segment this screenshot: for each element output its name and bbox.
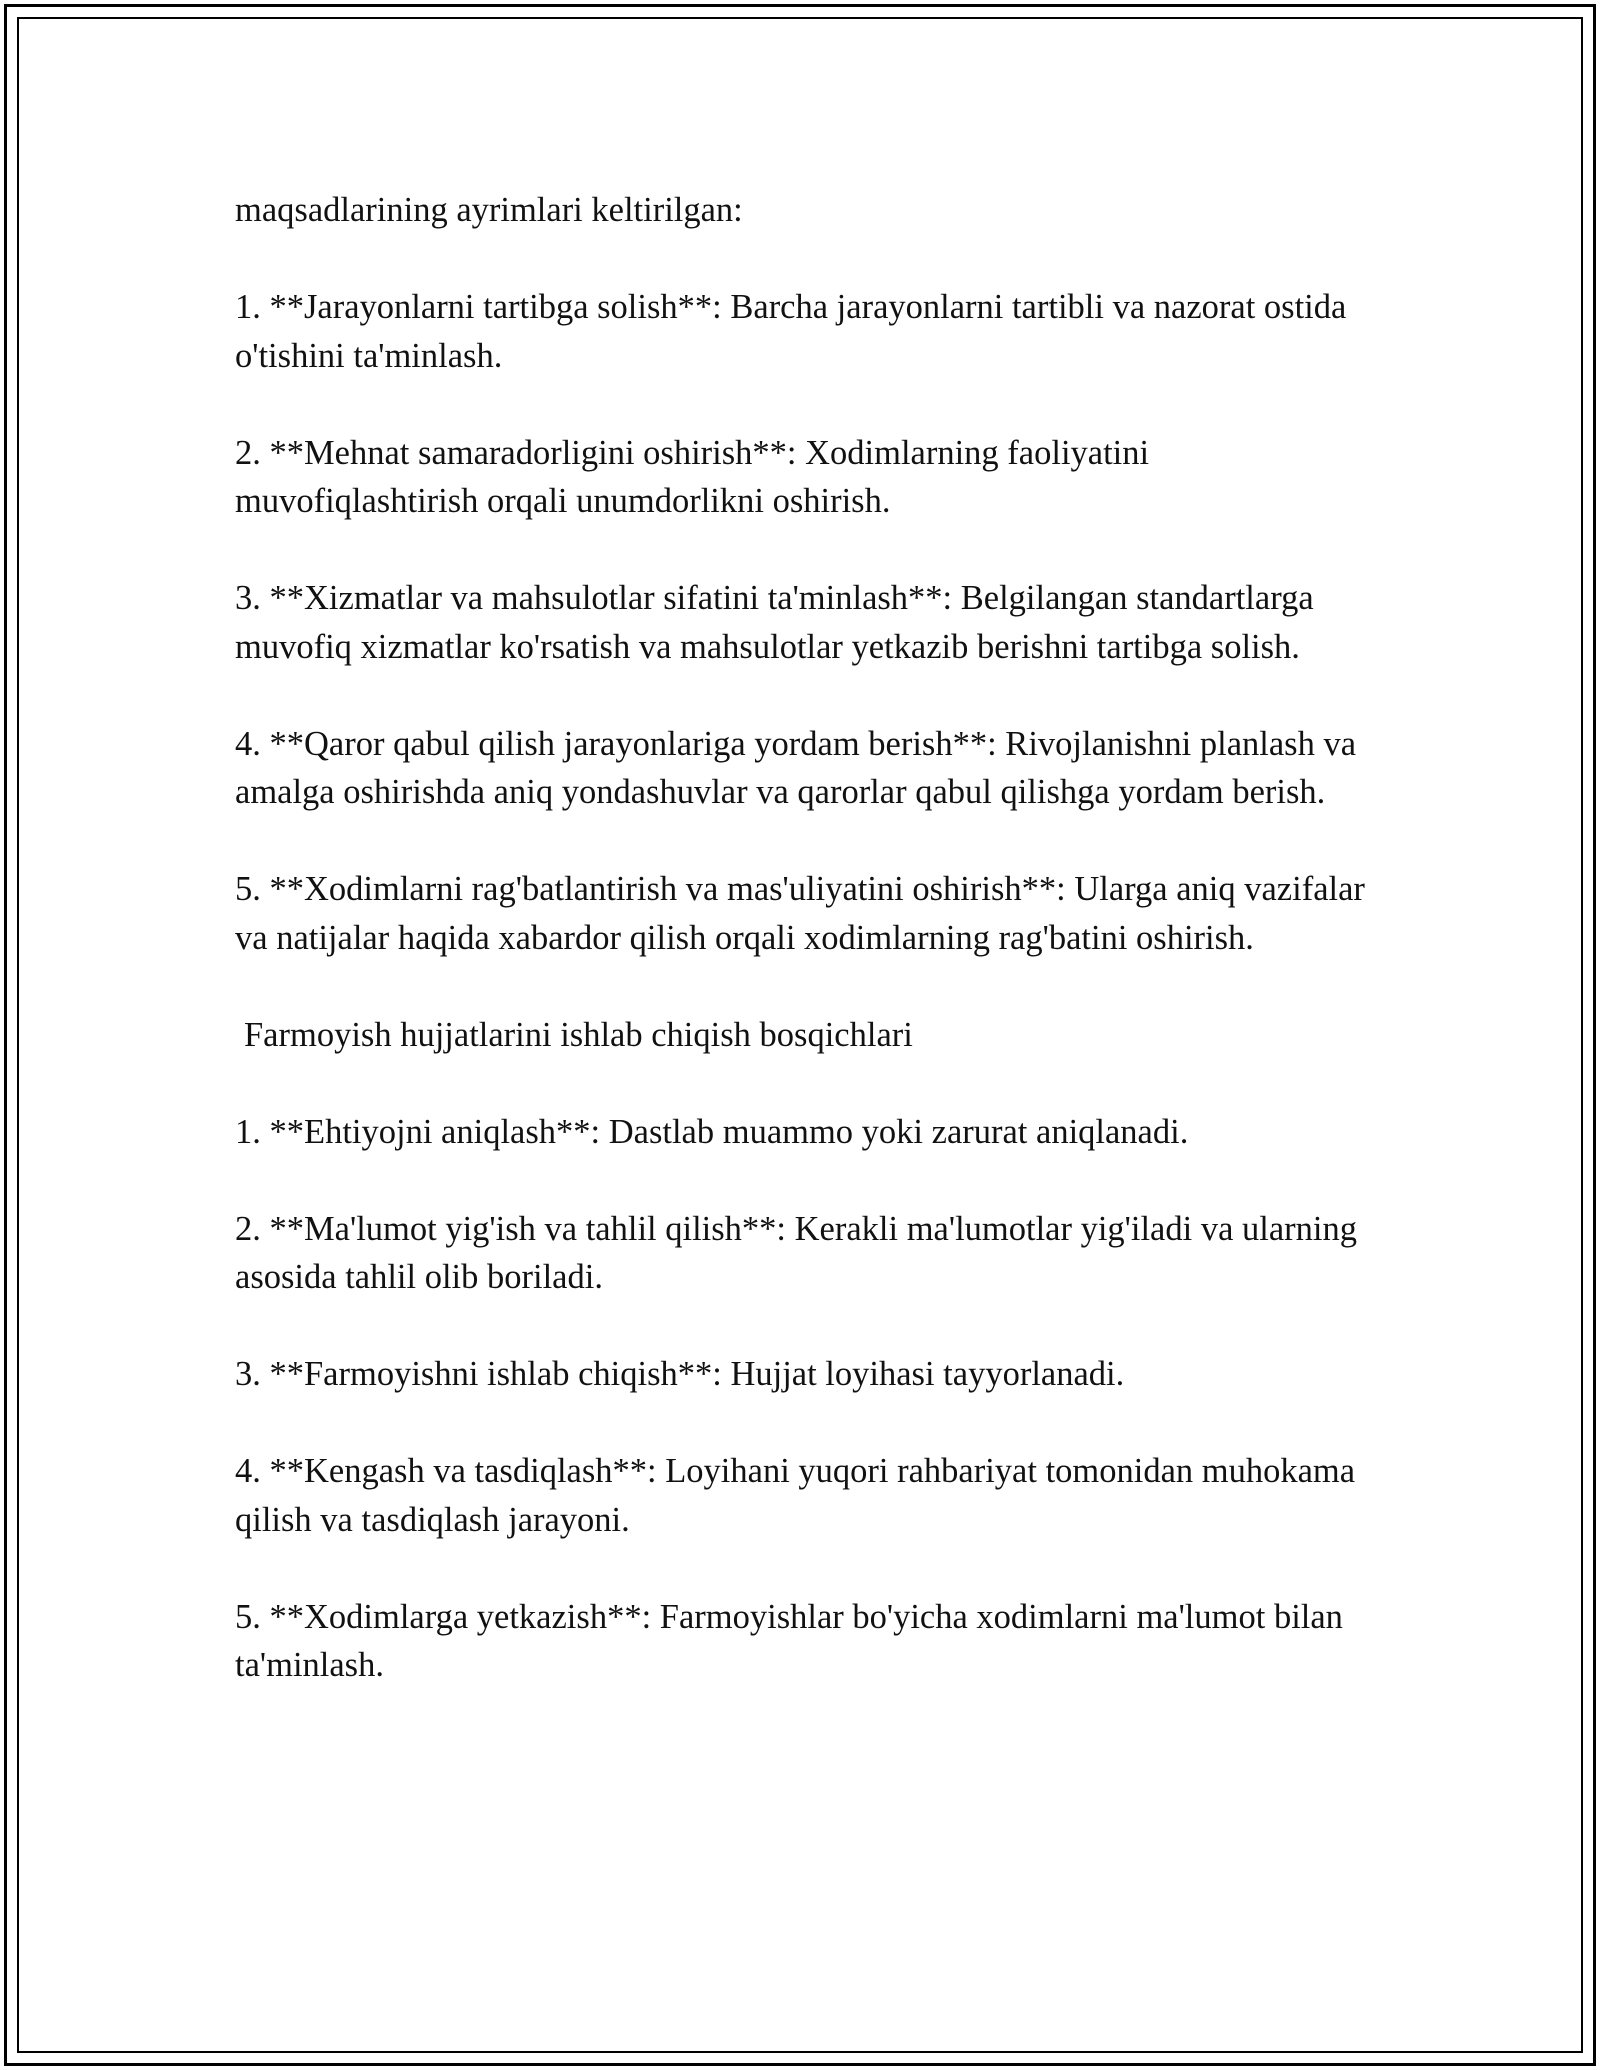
stage-item-5: 5. **Xodimlarga yetkazish**: Farmoyishlar bo'yicha xodimlarni ma'lumot bilan ta'minlash. <box>235 1597 1343 1684</box>
goal-item-2: 2. **Mehnat samaradorligini oshirish**: Xodimlarning faoliyatini muvofiqlashtirish orqali unumdorlikni oshirish. <box>235 433 1150 520</box>
goal-item-4: 4. **Qaror qabul qilish jarayonlariga yordam berish**: Rivojlanishni planlash va amalga oshirishda aniq yondashuvlar va qarorlar qabul qilishga yordam berish. <box>235 724 1357 811</box>
document-body <box>235 186 1365 1738</box>
section-heading: Farmoyish hujjatlarini ishlab chiqish bosqichlari <box>244 1015 913 1054</box>
intro-text: maqsadlarining ayrimlari keltirilgan: <box>235 191 743 229</box>
goal-item-5: 5. **Xodimlarni rag'batlantirish va mas'uliyatini oshirish**: Ularga aniq vazifalar va natijalar haqida xabardor qilish orqali xodimlarning rag'batini oshirish. <box>235 870 1365 957</box>
stage-item-2: 2. **Ma'lumot yig'ish va tahlil qilish**: Kerakli ma'lumotlar yig'iladi va ularning asosida tahlil olib boriladi. <box>235 1209 1357 1296</box>
stage-item-4: 4. **Kengash va tasdiqlash**: Loyihani yuqori rahbariyat tomonidan muhokama qilish va tasdiqlash jarayoni. <box>235 1452 1356 1539</box>
goal-item-3: 3. **Xizmatlar va mahsulotlar sifatini ta'minlash**: Belgilangan standartlarga muvofiq xizmatlar ko'rsatish va mahsulotlar yetkazib berishni tartibga solish. <box>235 579 1314 666</box>
stage-item-1: 1. **Ehtiyojni aniqlash**: Dastlab muammo yoki zarurat aniqlanadi. <box>235 1112 1189 1151</box>
stage-item-3: 3. **Farmoyishni ishlab chiqish**: Hujjat loyihasi tayyorlanadi. <box>235 1355 1125 1393</box>
goal-item-1: 1. **Jarayonlarni tartibga solish**: Barcha jarayonlarni tartibli va nazorat ostida o'tishini ta'minlash. <box>235 288 1347 375</box>
